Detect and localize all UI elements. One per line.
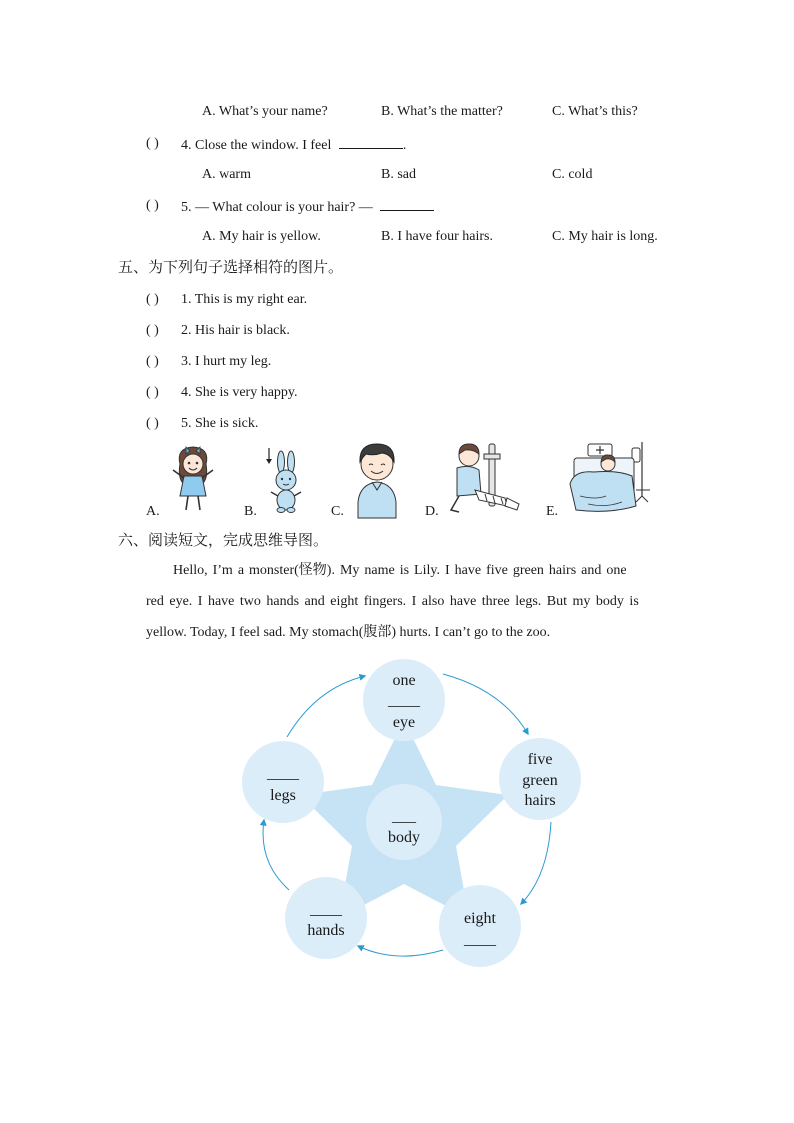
node-right-line1: five <box>527 751 553 768</box>
s5-item5-paren[interactable]: ( ) <box>146 416 159 431</box>
q5-stem-text: 5. — What colour is your hair? — <box>181 200 373 215</box>
q4-answer-paren[interactable]: ( ) <box>146 136 159 151</box>
s5-item1-paren[interactable]: ( ) <box>146 292 159 307</box>
s5-item3-paren[interactable]: ( ) <box>146 354 159 369</box>
s5-item1-text: 1. This is my right ear. <box>181 292 308 307</box>
node-bottom-right-blank[interactable]: ____ <box>464 931 496 948</box>
s5-item2-paren[interactable]: ( ) <box>146 323 159 338</box>
node-top-line1: one <box>392 672 416 689</box>
q4-stem-text: 4. Close the window. I feel <box>181 138 332 153</box>
q4-option-c: C. cold <box>552 167 593 182</box>
s5-item5-text: 5. She is sick. <box>181 416 259 431</box>
arrow-left-to-top <box>287 676 365 737</box>
node-left-blank[interactable]: ____ <box>267 765 299 782</box>
pic-label-b: B. <box>244 504 257 519</box>
q3-option-a: A. What’s your name? <box>202 104 328 119</box>
s5-item4-paren[interactable]: ( ) <box>146 385 159 400</box>
s5-item2-text: 2. His hair is black. <box>181 323 290 338</box>
node-bottom-left-blank[interactable]: ____ <box>310 901 342 918</box>
node-bottom-right-line1: eight <box>464 910 496 927</box>
s5-item4-text: 4. She is very happy. <box>181 385 298 400</box>
arrow-bottom-right-to-bottom-left <box>358 946 443 956</box>
q4-period: . <box>402 138 407 153</box>
arrow-right-to-bottom-right <box>521 822 551 904</box>
passage-line-2: red eye. I have two hands and eight fingers. I also have three legs. But my body is <box>146 594 639 609</box>
node-center-line2: body <box>388 829 420 846</box>
passage-line-3: yellow. Today, I feel sad. My stomach(腹部) hurts. I can’t go to the zoo. <box>146 625 551 640</box>
pic-label-d: D. <box>425 504 439 519</box>
node-left-line2: legs <box>270 787 296 804</box>
q5-option-c: C. My hair is long. <box>552 229 658 244</box>
q4-option-a: A. warm <box>202 167 251 182</box>
pic-label-c: C. <box>331 504 344 519</box>
q3-option-b: B. What’s the matter? <box>381 104 503 119</box>
mind-map-node-bottom-left <box>285 877 367 959</box>
node-top-blank[interactable]: ____ <box>388 692 420 709</box>
mind-map-node-left <box>242 741 324 823</box>
q4-option-b: B. sad <box>381 167 416 182</box>
node-right-line3: hairs <box>524 792 556 809</box>
q5-option-b: B. I have four hairs. <box>381 229 493 244</box>
node-center-blank[interactable]: ___ <box>392 808 416 825</box>
q5-answer-paren[interactable]: ( ) <box>146 198 159 213</box>
section5-heading: 五、为下列句子选择相符的图片。 <box>118 258 344 276</box>
arrow-bottom-left-to-left <box>263 820 289 890</box>
node-top-line2: eye <box>392 714 416 731</box>
pic-label-e: E. <box>546 504 559 519</box>
s5-item3-text: 3. I hurt my leg. <box>181 354 272 369</box>
arrow-top-to-right <box>443 674 528 734</box>
node-right-line2: green <box>522 772 558 789</box>
passage-line-1: Hello, I’m a monster(怪物). My name is Lily. I have five green hairs and one <box>173 563 627 578</box>
pic-label-a: A. <box>146 504 160 519</box>
node-bottom-left-line2: hands <box>307 922 345 939</box>
q5-option-a: A. My hair is yellow. <box>202 229 321 244</box>
section6-heading: 六、阅读短文，完成思维导图。 <box>118 531 329 549</box>
q3-option-c: C. What’s this? <box>552 104 638 119</box>
